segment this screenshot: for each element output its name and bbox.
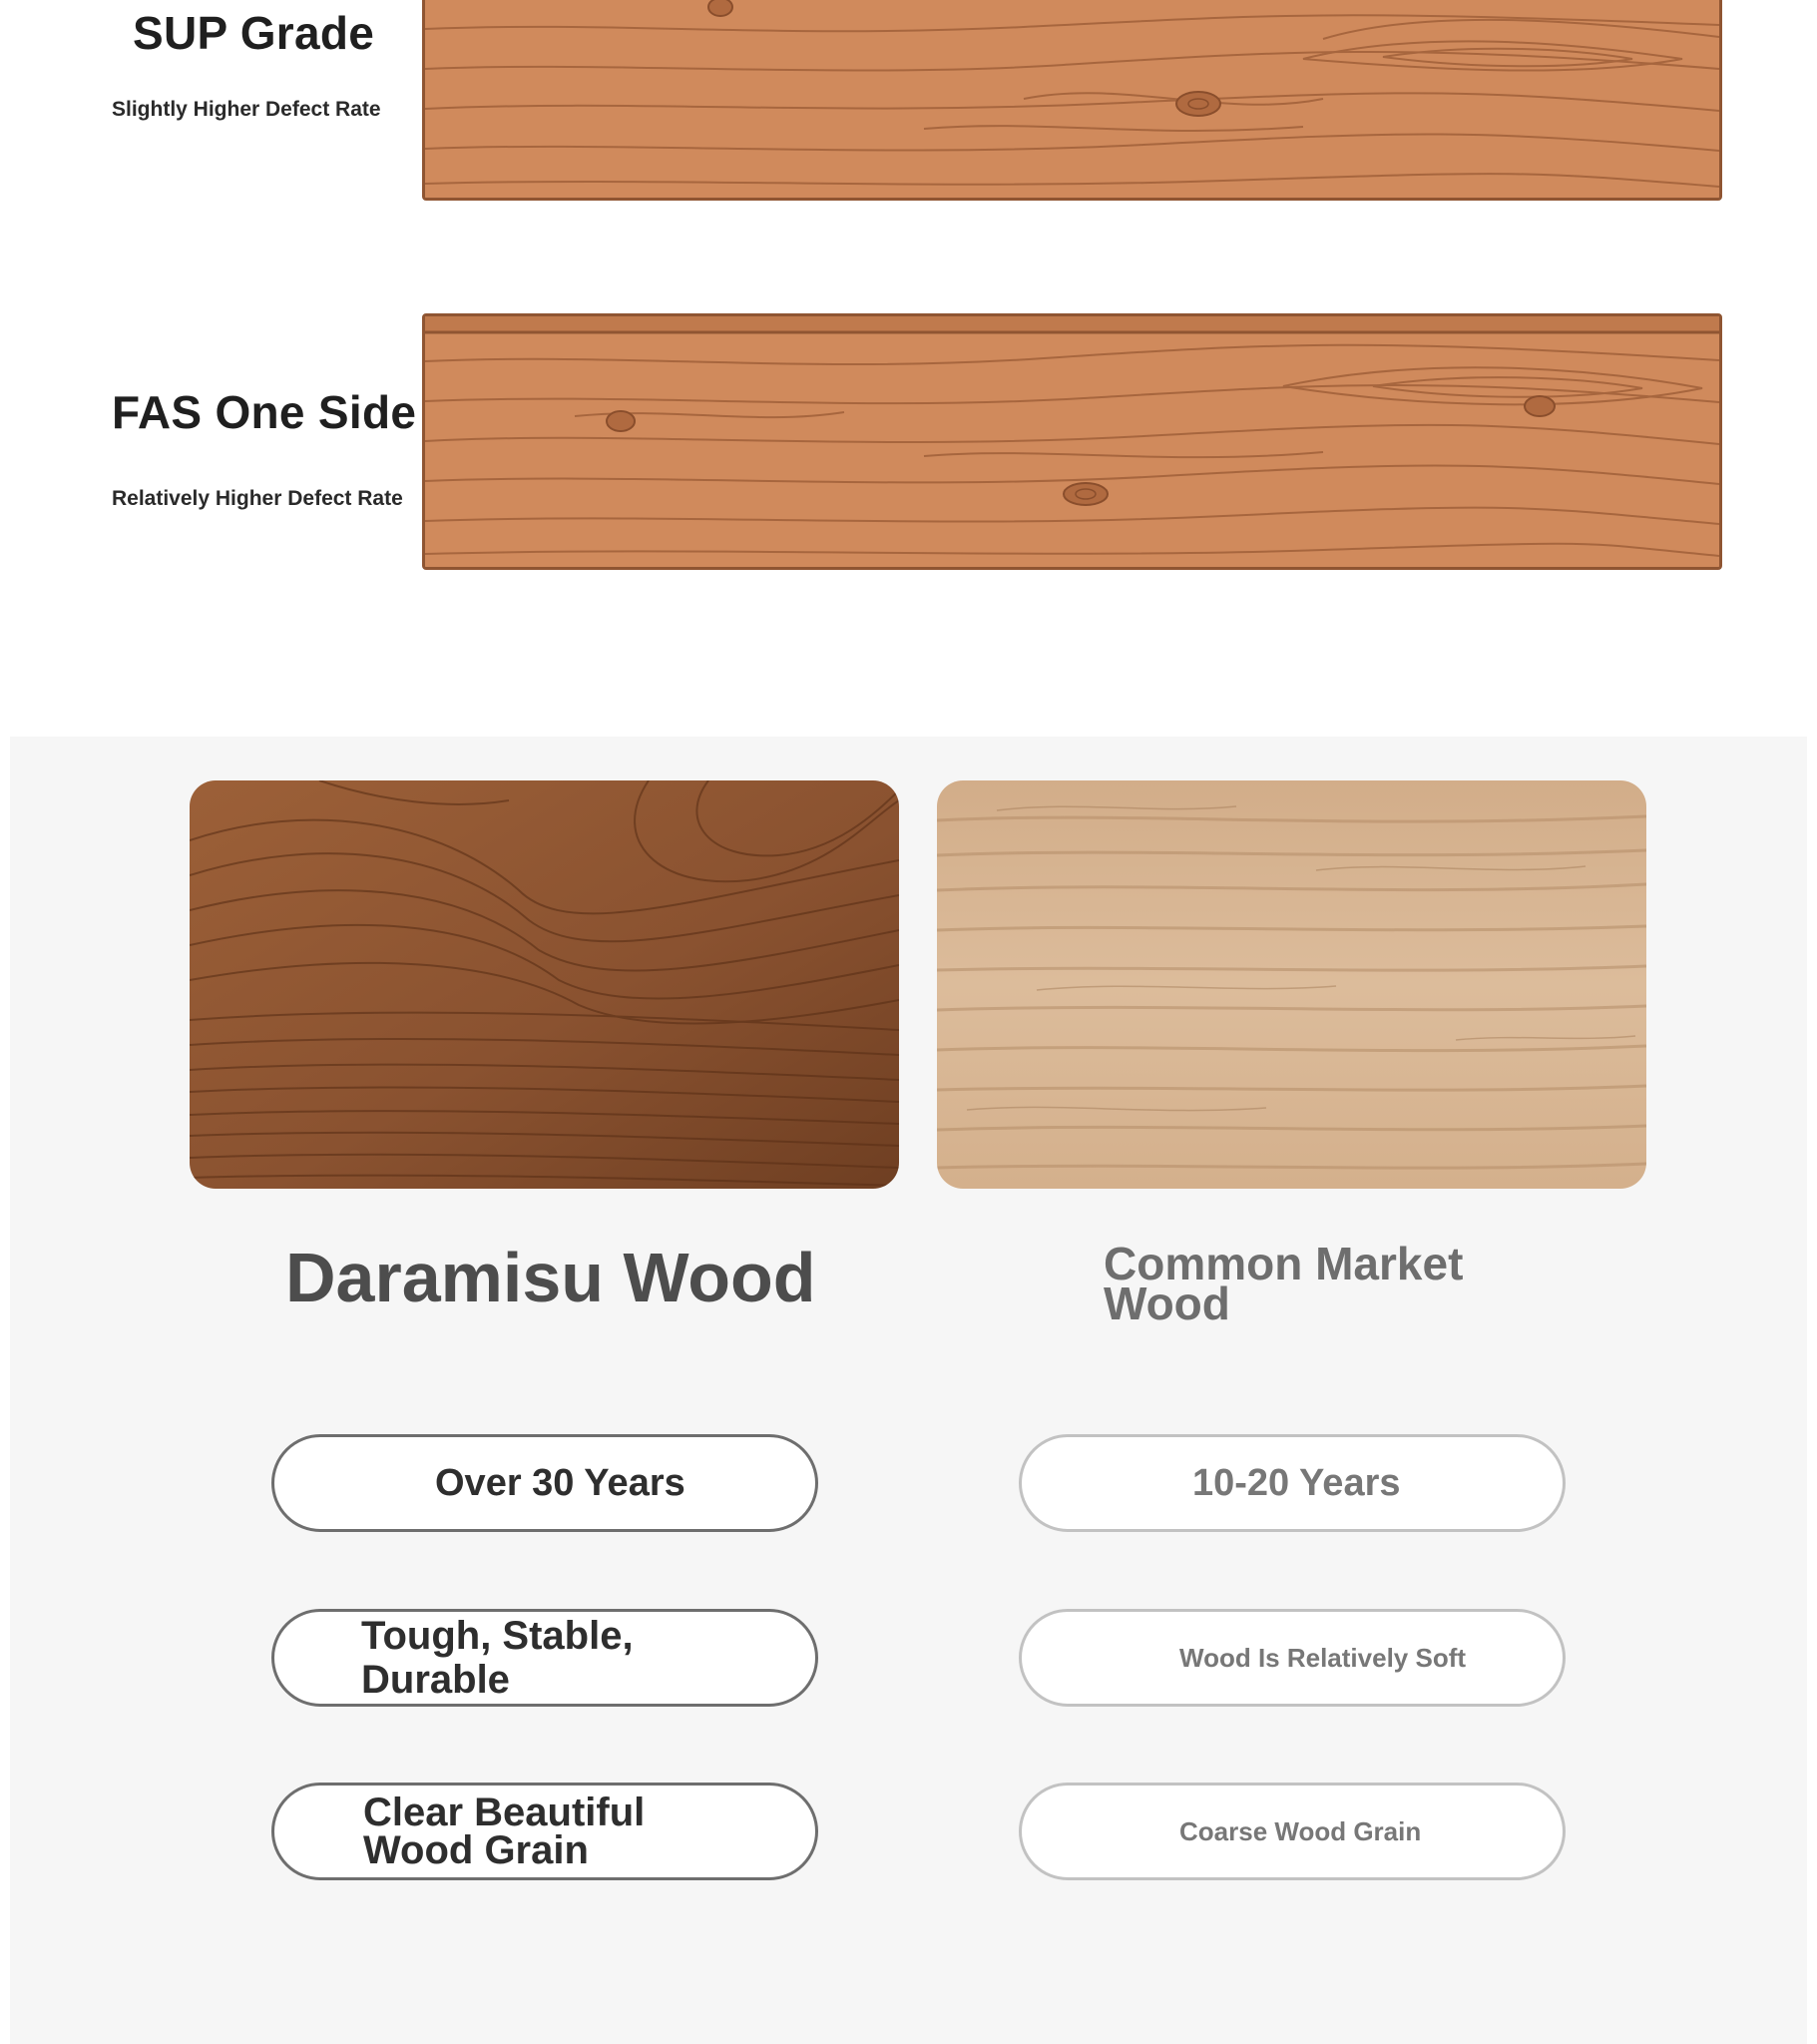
feature-pill-durability xyxy=(271,1609,818,1707)
wood-grain-graphic xyxy=(425,316,1719,567)
feature-pill-grain xyxy=(1019,1783,1566,1880)
grade-label xyxy=(112,6,381,122)
wood-grain-graphic xyxy=(425,0,1719,198)
feature-label: Clear Beautiful Wood Grain xyxy=(363,1790,646,1872)
grade-subtitle: Slightly Higher Defect Rate xyxy=(112,98,381,121)
feature-label: Wood Is Relatively Soft xyxy=(1179,1642,1467,1673)
feature-pill-lifespan xyxy=(1019,1434,1566,1532)
feature-label: Tough, Stable, Durable xyxy=(361,1614,634,1702)
daramisu-wood-swatch xyxy=(190,780,899,1189)
wood-board-image xyxy=(422,313,1722,570)
grade-title: SUP Grade xyxy=(133,7,375,59)
wood-board-image xyxy=(422,0,1722,201)
feature-label: Over 30 Years xyxy=(435,1461,685,1504)
feature-pill-softness xyxy=(1019,1609,1566,1707)
grade-row-fas xyxy=(0,299,1817,579)
feature-pill-lifespan xyxy=(271,1434,818,1532)
feature-label: 10-20 Years xyxy=(1192,1461,1401,1504)
common-market-wood-title: Common Market Wood xyxy=(1104,1238,1464,1329)
feature-label: Coarse Wood Grain xyxy=(1179,1815,1422,1846)
light-wood-grain-graphic xyxy=(937,780,1646,1189)
grade-subtitle: Relatively Higher Defect Rate xyxy=(112,487,403,510)
wood-comparison-section xyxy=(10,737,1807,2044)
feature-pill-grain xyxy=(271,1783,818,1880)
grade-label xyxy=(112,385,416,511)
daramisu-wood-title: Daramisu Wood xyxy=(285,1239,816,1316)
common-market-wood-swatch xyxy=(937,780,1646,1189)
grade-row-sup xyxy=(0,0,1817,210)
dark-wood-grain-graphic xyxy=(190,780,899,1189)
grade-title: FAS One Side xyxy=(112,386,417,438)
